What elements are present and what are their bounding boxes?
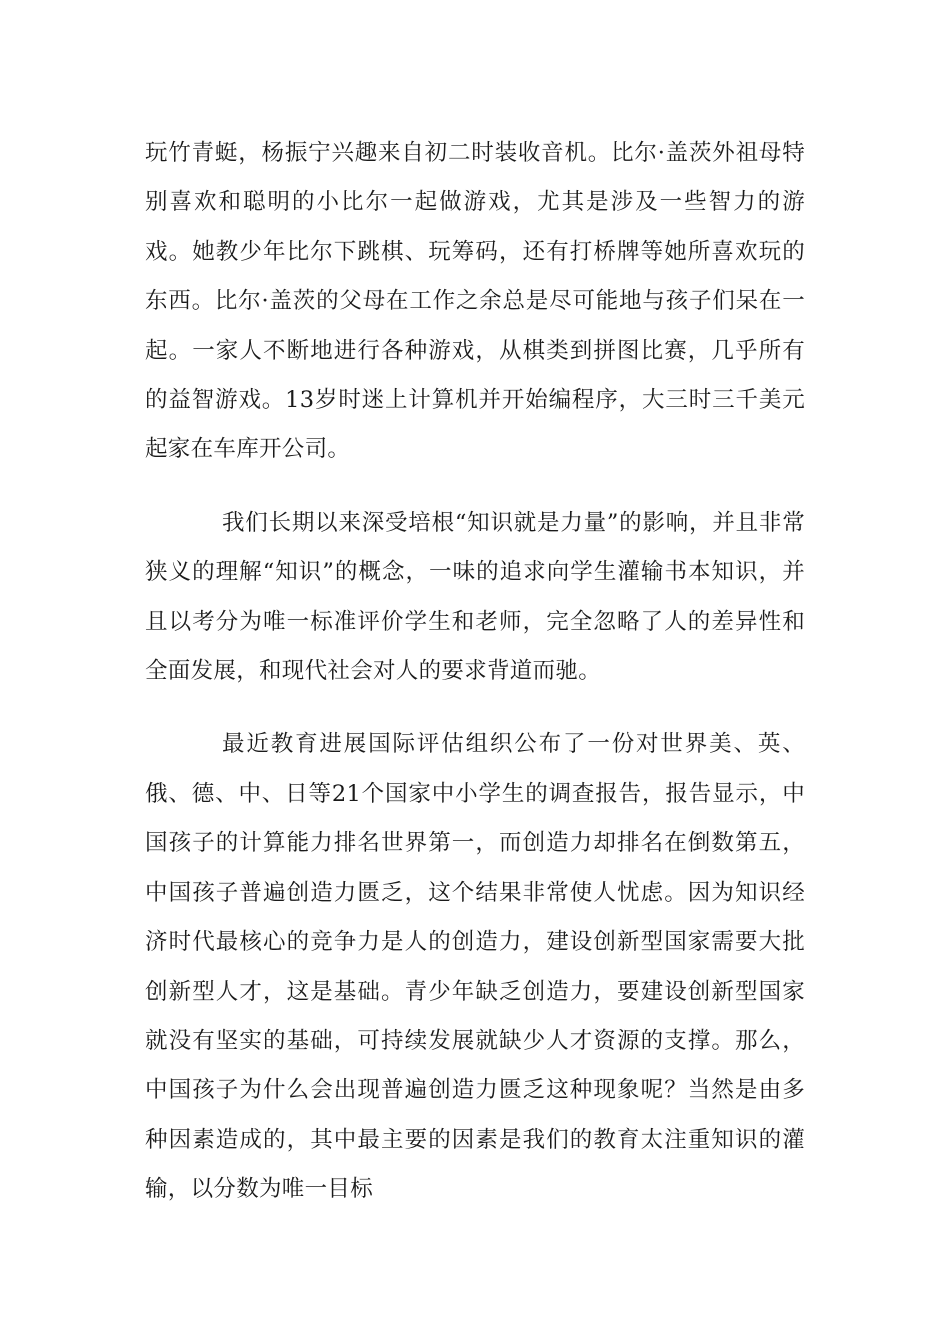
paragraph-2: 我们长期以来深受培根“知识就是力量”的影响，并且非常狭义的理解“知识”的概念，一味的追求向学生灌输书本知识，并且以考分为唯一标准评价学生和老师，完全忽略了人的差异性和全面发展，和现代社会对人的要求背道而驰。: [145, 509, 805, 685]
paragraph-1: 玩竹青蜓，杨振宁兴趣来自初二时装收音机。比尔·盖茨外祖母特别喜欢和聪明的小比尔一起做游戏，尤其是涉及一些智力的游戏。她教少年比尔下跳棋、玩筹码，还有打桥牌等她所喜欢玩的东西。比尔·盖茨的父母在工作之余总是尽可能地与孩子们呆在一起。一家人不断地进行各种游戏，从棋类到拼图比赛，几乎所有的益智游戏。13岁时迷上计算机并开始编程序，大三时三千美元起家在车库开公司。: [145, 140, 805, 463]
document-body: [145, 129, 805, 1215]
paragraph-3: 最近教育进展国际评估组织公布了一份对世界美、英、俄、德、中、日等21个国家中小学生的调查报告，报告显示，中国孩子的计算能力排名世界第一，而创造力却排名在倒数第五，中国孩子普遍创造力匮乏，这个结果非常使人忧虑。因为知识经济时代最核心的竞争力是人的创造力，建设创新型国家需要大批创新型人才，这是基础。青少年缺乏创造力，要建设创新型国家就没有坚实的基础，可持续发展就缺少人才资源的支撑。那么，中国孩子为什么会出现普遍创造力匮乏这种现象呢？当然是由多种因素造成的，其中最主要的因素是我们的教育太注重知识的灌输，以分数为唯一目标: [145, 731, 805, 1203]
